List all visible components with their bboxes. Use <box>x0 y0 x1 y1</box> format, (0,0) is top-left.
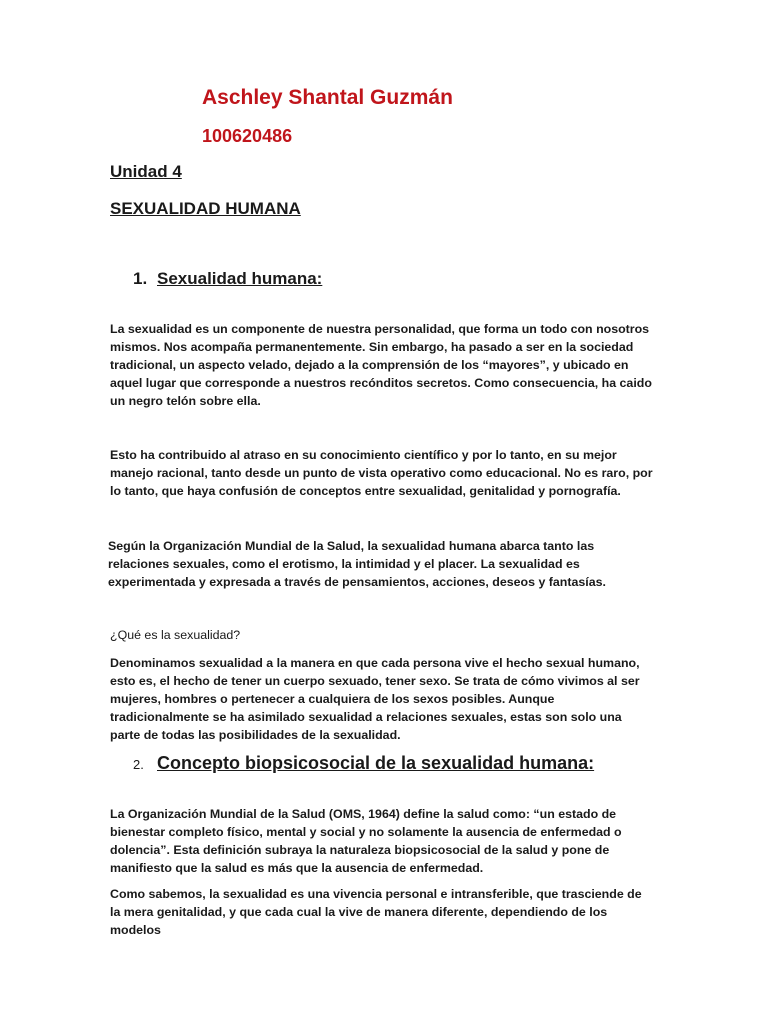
section-1-paragraph-1: La sexualidad es un componente de nuestra personalidad, que forma un todo con nosotros mismos. Nos acompaña permanentemente. Sin embargo, ha pasado a ser en la sociedad tradicional, un aspecto velado, dejado a la comprensión de los “mayores”, y ubicado en aquel lugar que corresponde a nuestros recónditos secretos. Como consecuencia, ha caido un negro telón sobre ella. <box>110 322 652 408</box>
section-2-paragraph-1: La Organización Mundial de la Salud (OMS, 1964) define la salud como: “un estado de bienestar completo físico, mental y social y no solamente la ausencia de enfermedad o dolencia”. Esta definición subraya la naturaleza biopsicosocial de la salud y pone de manifiesto que la salud es más que la ausencia de enfermedad. <box>110 807 622 875</box>
section-1-paragraph-3: Según la Organización Mundial de la Salud, la sexualidad humana abarca tanto las relaciones sexuales, como el erotismo, la intimidad y el placer. La sexualidad es experimentada y expresada a través de pensamientos, acciones, deseos y fantasías. <box>108 539 606 589</box>
section-2-heading <box>133 753 594 774</box>
section-1-title: Sexualidad humana: <box>157 269 323 288</box>
author-name: Aschley Shantal Guzmán <box>202 86 453 109</box>
section-1-answer: Denominamos sexualidad a la manera en que cada persona vive el hecho sexual humano, esto es, el hecho de tener un cuerpo sexuado, tener sexo. Se trata de cómo vivimos al ser mujeres, hombres o pertenecer a cualquiera de los sexos posibles. Aunque tradicionalmente se ha asimilado sexualidad a relaciones sexuales, estas son solo una parte de todas las posibilidades de la sexualidad. <box>110 656 640 742</box>
section-2-title: Concepto biopsicosocial de la sexualidad humana: <box>157 753 595 773</box>
unit-label: Unidad 4 <box>110 162 182 181</box>
document-title: SEXUALIDAD HUMANA <box>110 199 301 218</box>
student-id: 100620486 <box>202 126 293 146</box>
section-1-heading <box>133 269 322 289</box>
section-1-question: ¿Qué es la sexualidad? <box>110 628 241 642</box>
section-1-paragraph-2: Esto ha contribuido al atraso en su conocimiento científico y por lo tanto, en su mejor manejo racional, tanto desde un punto de vista operativo como educacional. No es raro, por lo tanto, que haya confusión de conceptos entre sexualidad, genitalidad y pornografía. <box>110 448 653 498</box>
section-2-number: 2. <box>133 757 144 772</box>
section-2-paragraph-2: Como sabemos, la sexualidad es una vivencia personal e intransferible, que trasciende de la mera genitalidad, y que cada cual la vive de manera diferente, dependiendo de los modelos <box>110 887 642 937</box>
section-1-number: 1. <box>133 269 148 288</box>
